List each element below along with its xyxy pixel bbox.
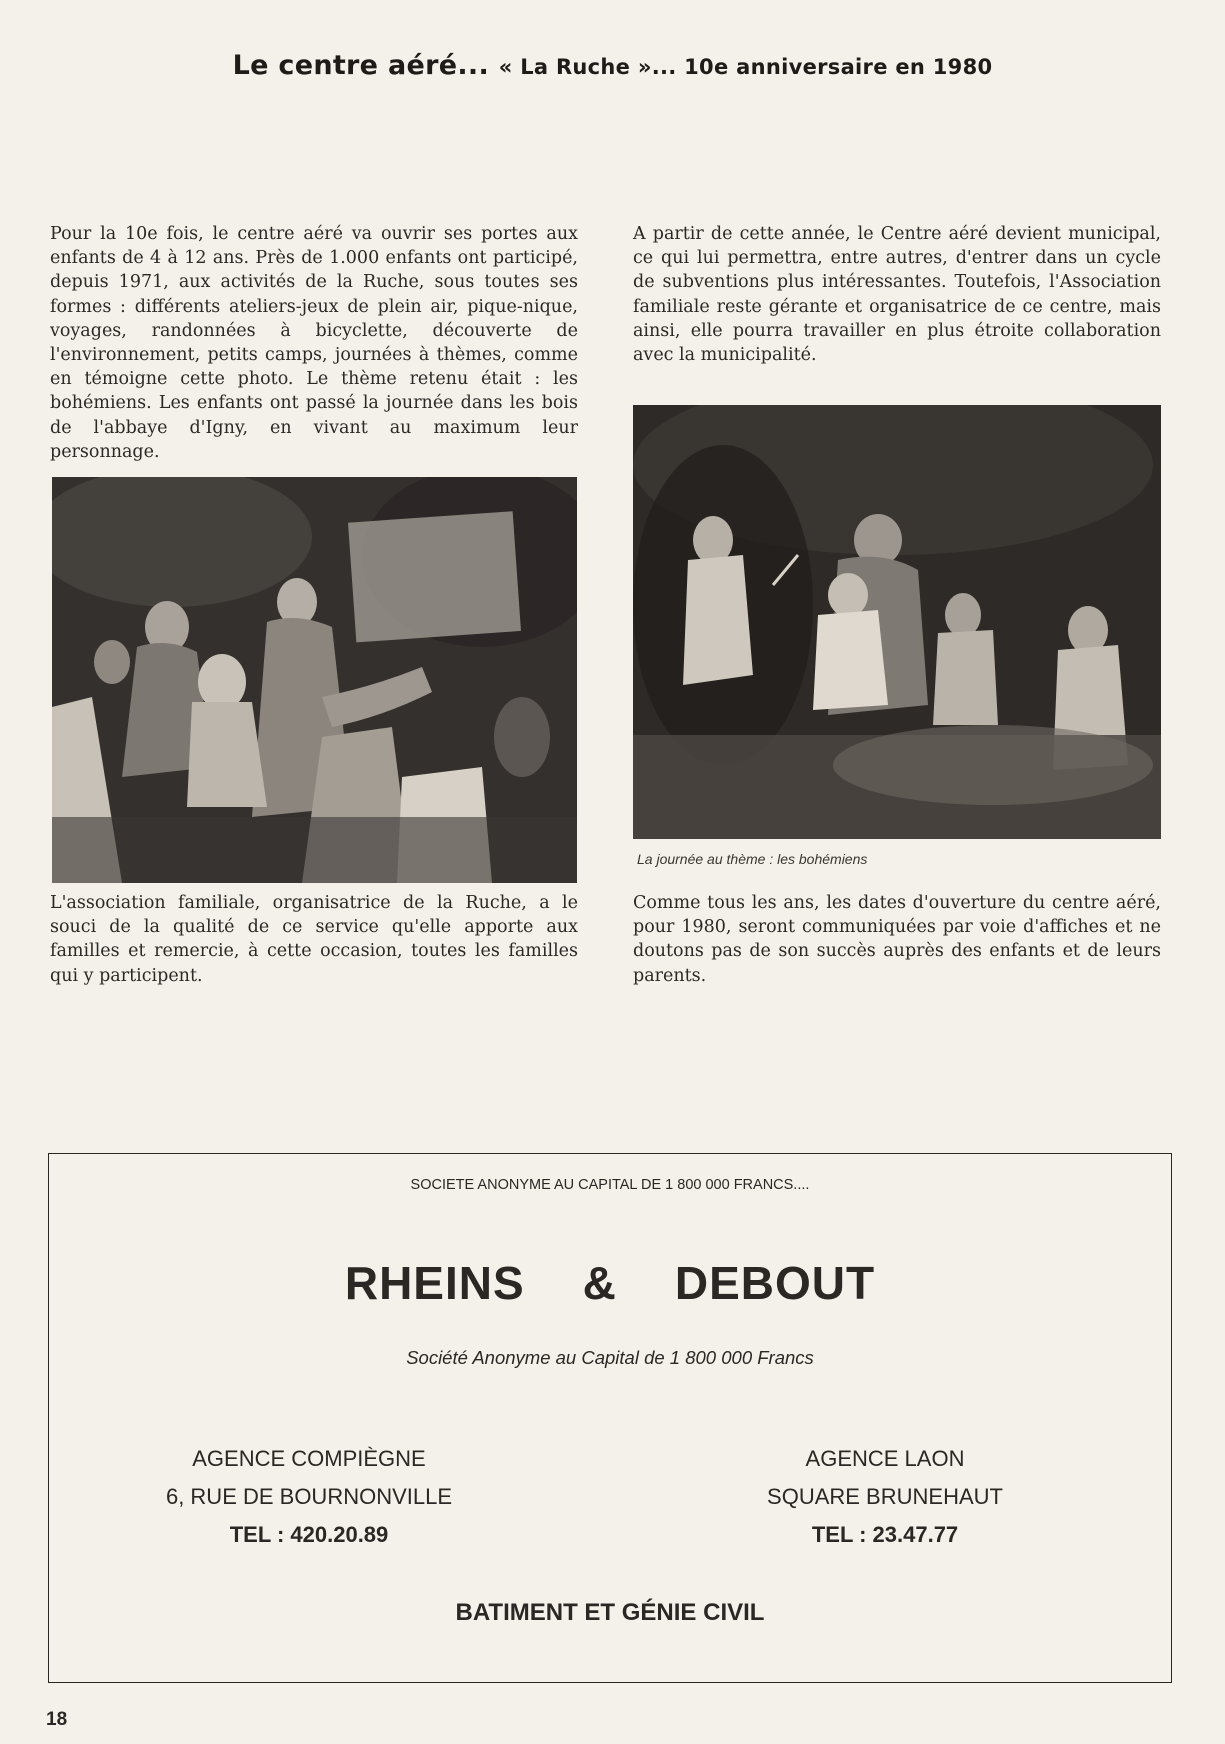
title-part-1: Le centre aéré... bbox=[232, 50, 490, 81]
ad-activity-line: BATIMENT ET GÉNIE CIVIL bbox=[455, 1599, 765, 1626]
article-paragraph-2: A partir de cette année, le Centre aéré devient municipal, ce qui lui permettra, entre autres, d'entrer dans un cycle de subventions plus intéressantes. Toutefois, l'Association familiale reste gérante et organisatrice de ce centre, mais ainsi, elle pourra travailler en plus étroite collaboration avec la municipalité. bbox=[633, 224, 1161, 366]
article-paragraph-3: L'association familiale, organisatrice de la Ruche, a le souci de la qualité de ce service qu'elle apporte aux familles et remercie, à cette occasion, toutes les familles qui y participent. bbox=[50, 893, 578, 986]
ad-name-left: RHEINS bbox=[344, 1257, 525, 1309]
photo-children-bohemians-right bbox=[633, 405, 1161, 839]
article-paragraph-4: Comme tous les ans, les dates d'ouverture du centre aéré, pour 1980, seront communiquées par voie d'affiches et ne doutons pas de son succès auprès des enfants et de leurs parents. bbox=[633, 893, 1161, 986]
agency-left-tel: TEL : 420.20.89 bbox=[229, 1522, 389, 1547]
ad-name-ampersand: & bbox=[582, 1257, 617, 1309]
photo-children-bohemians-left bbox=[52, 477, 577, 883]
agency-left-name: AGENCE COMPIÈGNE bbox=[192, 1446, 426, 1471]
article-paragraph-1: Pour la 10e fois, le centre aéré va ouvrir ses portes aux enfants de 4 à 12 ans. Près de 1.000 enfants ont participé, depuis 1971, aux activités de la Ruche, sous toutes ses formes : différents ateliers-jeux de plein air, pique-nique, voyages, randonnées à bicyclette, découverte de l'environnement, petits camps, journées à thèmes, comme en témoigne cette photo. Le thème retenu était : les bohémiens. Les enfants ont passé la journée dans les bois de l'abbaye d'Igny, en vivant au maximum leur personnage. bbox=[50, 224, 578, 462]
agency-laon bbox=[685, 1440, 1085, 1554]
article-title bbox=[0, 50, 1225, 81]
agency-right-tel: TEL : 23.47.77 bbox=[811, 1522, 959, 1547]
agency-left-address: 6, RUE DE BOURNONVILLE bbox=[165, 1484, 453, 1509]
agency-right-name: AGENCE LAON bbox=[805, 1446, 965, 1471]
ad-company-name bbox=[49, 1256, 1171, 1310]
agency-compiegne bbox=[109, 1440, 509, 1554]
ad-subtitle: Société Anonyme au Capital de 1 800 000 Francs bbox=[406, 1347, 814, 1368]
agency-right-address: SQUARE BRUNEHAUT bbox=[767, 1484, 1003, 1509]
ad-capital-line: SOCIETE ANONYME AU CAPITAL DE 1 800 000 FRANCS.... bbox=[410, 1177, 810, 1193]
title-part-2: « La Ruche »... 10e anniversaire en 1980 bbox=[498, 55, 993, 79]
advertisement-box bbox=[48, 1153, 1172, 1683]
ad-name-right: DEBOUT bbox=[674, 1257, 876, 1309]
page-number: 18 bbox=[46, 1709, 68, 1730]
photo-caption: La journée au thème : les bohémiens bbox=[637, 851, 868, 867]
